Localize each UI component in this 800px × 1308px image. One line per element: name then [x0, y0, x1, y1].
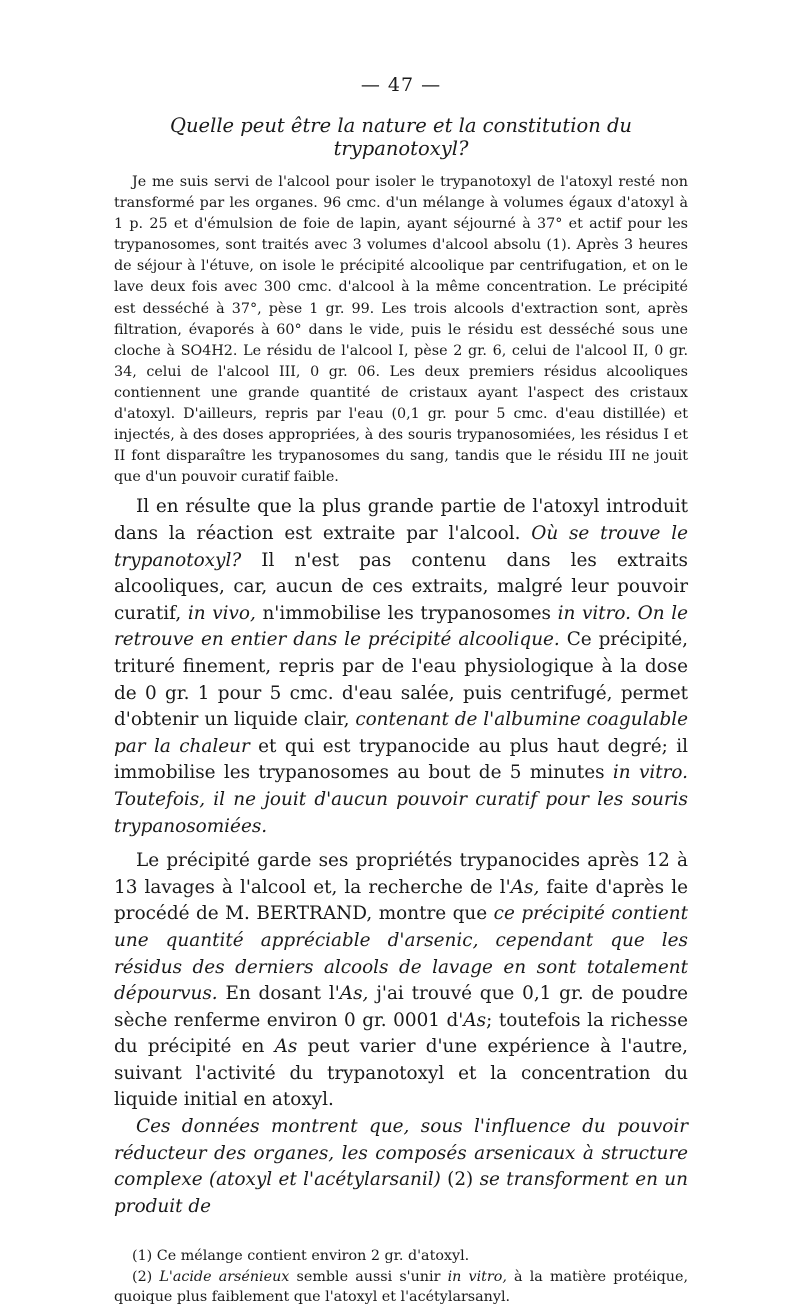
page-number: — 47 — [360, 74, 442, 96]
italic-text: ce précipité contient une quantité appréciable d'arsenic, cependant que les résidus des derniers alcools de lavage en sont totalement dépourvus. [114, 903, 688, 1005]
text: semble aussi s'unir [289, 1268, 448, 1285]
text: (2) [440, 1169, 480, 1191]
footnote-1: (1) Ce mélange contient environ 2 gr. d'atoxyl. [132, 1248, 470, 1265]
italic-text: As [274, 1036, 298, 1058]
italic-text: As [463, 1009, 487, 1031]
paragraph-precipitate [114, 848, 688, 1114]
text: Il en résulte que la plus grande partie de l'atoxyl introduit dans la réaction est extraite par l'alcool. [114, 496, 688, 544]
italic-text: Où se trouve le trypanotoxyl? [114, 523, 688, 571]
italic-text: contenant de l'albumine coagulable par la chaleur [114, 709, 688, 757]
text: et qui est trypanocide au plus haut degré; il immobilise les trypanosomes au bout de 5 minutes [114, 735, 689, 784]
book-page [114, 62, 688, 1308]
text: n'immobilise les trypanosomes [255, 602, 558, 624]
text: Ce précipité, trituré finement, repris par de l'eau physiologique à la dose de 0 gr. 1 pour 5 cmc. d'eau salée, puis centrifugé, permet d'obtenir un liquide clair, [114, 629, 688, 731]
text: peut varier d'une expérience à l'autre, suivant l'activité du trypanotoxyl et la concentration du liquide initial en atoxyl. [114, 1036, 688, 1111]
italic-text: in vivo, [187, 602, 256, 624]
italic-text: Ces données montrent que, sous l'influence du pouvoir réducteur des organes, les composés arsenicaux à structure complexe (atoxyl et l'acétylarsanil) [114, 1116, 688, 1191]
footnote-2 [114, 1267, 688, 1308]
italic-text: As, [510, 876, 540, 898]
italic-text: se transforment en un produit de [114, 1169, 688, 1217]
italic-text: in vitro. On le retrouve en entier dans le précipité alcoolique. [114, 602, 688, 651]
text: à la matière protéique, quoique plus faiblement que l'atoxyl et l'acétylarsanyl. [114, 1268, 688, 1306]
text: En dosant l' [217, 983, 340, 1005]
footnotes [114, 1246, 688, 1308]
italic-text: in vitro. Toutefois, il ne jouit d'aucun pouvoir curatif pour les souris trypanosomiées. [114, 762, 688, 837]
paragraph-conclusion [114, 1114, 688, 1220]
paragraph-result [114, 494, 688, 840]
italic-text: L'acide arsénieux [159, 1268, 290, 1285]
paragraph-method: Je me suis servi de l'alcool pour isoler le trypanotoxyl de l'atoxyl resté non transformé par les organes. 96 cmc. d'un mélange à volumes égaux d'atoxyl à 1 p. 25 et d'émulsion de foie de lapin, ayant séjourné à 37° et actif pour les trypanosomes, sont traités avec 3 volumes d'alcool absolu (1). Après 3 heures de séjour à l'étuve, on isole le précipité alcoolique par centrifugation, et on le lave deux fois avec 300 cmc. d'alcool à la même concentration. Le précipité est desséché à 37°, pèse 1 gr. 99. Les trois alcools d'extraction sont, après filtration, évaporés à 60° dans le vide, puis le résidu est desséché sous une cloche à SO4H2. Le résidu de l'alcool I, pèse 2 gr. 6, celui de l'alcool II, 0 gr. 34, celui de l'alcool III, 0 gr. 06. Les deux premiers résidus alcooliques contiennent une grande quantité de cristaux ayant l'aspect des cristaux d'atoxyl. D'ailleurs, repris par l'eau (0,1 gr. pour 5 cmc. d'eau distillée) et injectés, à des doses appropriées, à des souris trypanosomiées, les résidus I et II font disparaître les trypanosomes du sang, tandis que le résidu III ne jouit que d'un pouvoir curatif faible. [114, 174, 688, 486]
text: Le précipité garde ses propriétés trypanocides après 12 à 13 lavages à l'alcool et, la recherche de l' [114, 850, 688, 898]
text: ; toutefois la richesse du précipité en [114, 1009, 688, 1058]
text: j'ai trouvé que 0,1 gr. de poudre sèche renferme environ 0 gr. 0001 d' [114, 983, 688, 1031]
italic-text: in vitro, [447, 1268, 507, 1285]
text: (2) [132, 1268, 160, 1285]
text: Il n'est pas contenu dans les extraits alcooliques, car, aucun de ces extraits, malgré leur pouvoir curatif, [114, 549, 688, 624]
italic-text: As, [339, 983, 369, 1005]
text: faite d'après le procédé de M. BERTRAND, montre que [114, 876, 688, 925]
section-heading: Quelle peut être la nature et la constitution du trypanotoxyl? [170, 114, 632, 160]
